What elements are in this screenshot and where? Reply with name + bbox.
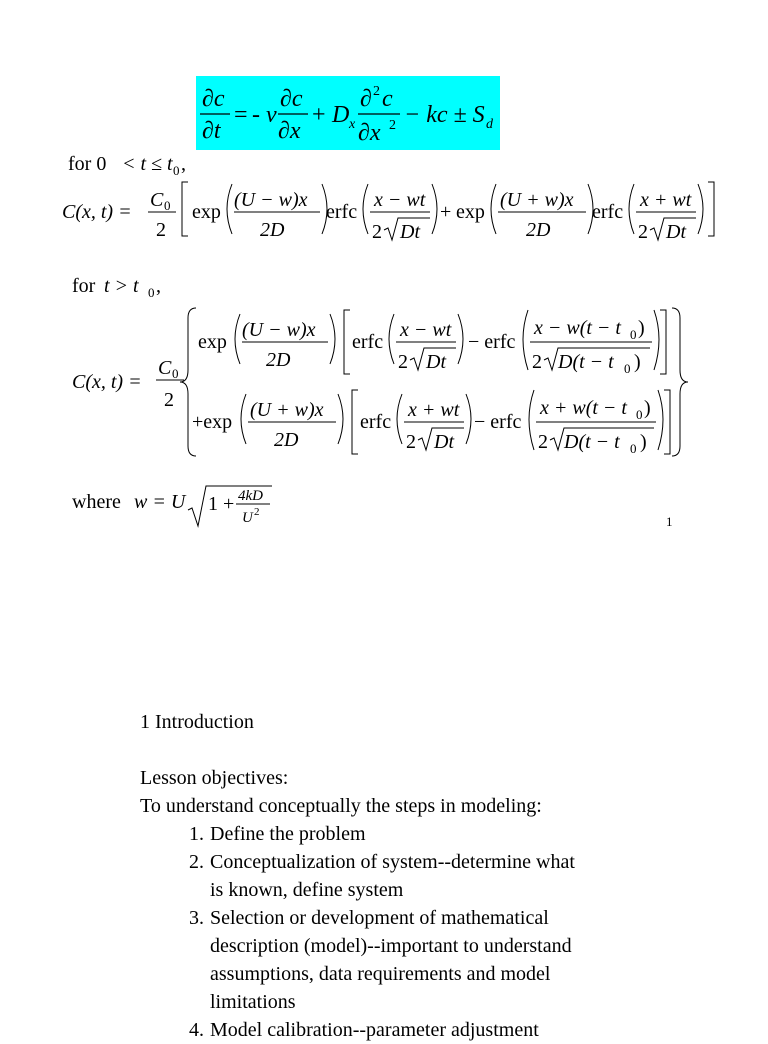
case1-erfc2-den-root: Dt (666, 221, 686, 243)
case2-row2-erfc2-den-2: 2 (538, 431, 548, 453)
case2-C0-sub: 0 (172, 366, 179, 381)
case1-condition-suffix: , (181, 153, 186, 175)
case1-erfc2: erfc (592, 201, 624, 223)
case2-two: 2 (164, 389, 174, 411)
case2-row1-erfc2-num: x − w(t − t (534, 317, 621, 339)
eq-diff-denominator: ∂x (358, 120, 381, 146)
case2-row1-erfc1-den-root: Dt (426, 351, 446, 373)
eq-diff-num-exp: 2 (373, 84, 380, 99)
case1-plus: + (440, 201, 452, 223)
eq-adv-numerator: ∂c (280, 86, 303, 112)
case1-exp2-den: 2D (526, 219, 551, 241)
case1-exp1-den: 2D (260, 219, 285, 241)
case2-lhs: C(x, t) = (72, 371, 142, 393)
list-item-text: assumptions, data requirements and model (210, 963, 551, 985)
list-item-number: 4. (189, 1019, 204, 1041)
case2-row2-erfc2-num-sub: 0 (636, 407, 643, 422)
case2-row2-erfc2-num-close: ) (644, 397, 651, 419)
case1-erfc1-den-root: Dt (400, 221, 420, 243)
where-inner-den: U (242, 510, 253, 526)
eq-neg-v: - v (252, 102, 277, 128)
where-prefix: where (72, 491, 121, 513)
case2-C0: C (158, 357, 172, 379)
case1-erfc1: erfc (326, 201, 358, 223)
governing-equation-highlight (196, 76, 500, 150)
case1-lhs: C(x, t) = (62, 201, 132, 223)
eq-diff-den-exp: 2 (389, 118, 396, 133)
list-item (168, 820, 648, 848)
case2-condition-sub: 0 (148, 285, 155, 300)
governing-equation (196, 76, 500, 150)
eq-D-subscript: x (349, 117, 356, 132)
case2-row2-erfc1-num: x + wt (408, 399, 460, 421)
eq-plus: + (312, 102, 326, 128)
list-item-number: 3. (189, 907, 204, 929)
where-one-plus: 1 + (208, 493, 235, 515)
case2-row2-erfc1: erfc (360, 411, 392, 433)
case2-row1-minus-erfc: − erfc (468, 331, 516, 353)
case1-condition-prefix: for 0 (68, 153, 107, 175)
list-item-text: limitations (210, 991, 296, 1013)
case1-exp1-num: (U − w)x (234, 189, 308, 211)
eq-lhs-numerator: ∂c (202, 86, 225, 112)
case1-exp2-num: (U + w)x (500, 189, 574, 211)
case2-row2-exp-num: (U + w)x (250, 399, 324, 421)
case2-row2-erfc2-den-sub: 0 (630, 441, 637, 456)
list-item-number: 2. (189, 851, 204, 873)
case1-erfc1-den-2: 2 (372, 221, 382, 243)
case2-row1-erfc1-num: x − wt (400, 319, 452, 341)
case1-C0: C (150, 189, 164, 211)
case1-condition: < t ≤ t (122, 153, 173, 175)
where-lhs: w = U (134, 491, 186, 513)
case2-row1-exp: exp (198, 331, 227, 353)
list-item (168, 1016, 648, 1044)
case2-row1-erfc2-num-sub: 0 (630, 327, 637, 342)
eq-diff-num-partial: ∂ (360, 86, 372, 112)
case2-condition: t > t (104, 275, 139, 297)
case2-solution (60, 270, 700, 470)
case2-condition-prefix: for (72, 275, 96, 297)
case1-condition-sub: 0 (173, 163, 180, 178)
eq-lhs-denominator: ∂t (202, 118, 221, 144)
section-heading: 1 Introduction (140, 711, 254, 733)
case1-solution (60, 150, 740, 250)
where-definition (60, 480, 320, 530)
case1-C0-sub: 0 (164, 198, 171, 213)
case2-row2-erfc2-den-root: D(t − t (564, 431, 620, 453)
case2-condition-suffix: , (156, 275, 161, 297)
list-item-text: Conceptualization of system--determine what (210, 851, 575, 873)
list-item-number: 1. (189, 823, 204, 845)
case2-row2-erfc1-den-2: 2 (406, 431, 416, 453)
case2-row1-erfc2-num-close: ) (638, 317, 645, 339)
list-item-text: Define the problem (210, 823, 366, 845)
case1-two: 2 (156, 219, 166, 241)
case2-row1-erfc2-den-2: 2 (532, 351, 542, 373)
where-inner-num: 4kD (238, 488, 263, 504)
case1-erfc2-den-2: 2 (638, 221, 648, 243)
case2-row1-erfc2-den-close: ) (634, 351, 641, 373)
list-item (168, 848, 648, 904)
list-item-text: Selection or development of mathematical (210, 907, 549, 929)
case2-row2-erfc2-num: x + w(t − t (540, 397, 627, 419)
case2-row2-exp: +exp (192, 411, 233, 433)
case2-row1-exp-num: (U − w)x (242, 319, 316, 341)
case1-exp2: exp (456, 201, 485, 223)
list-item-text: Model calibration--parameter adjustment (210, 1019, 539, 1041)
case2-row1-erfc1-den-2: 2 (398, 351, 408, 373)
objectives-label: Lesson objectives: (140, 767, 289, 789)
eq-decay-source: − kc ± S (404, 102, 485, 128)
case2-row1-exp-den: 2D (266, 349, 291, 371)
case2-row1-erfc2-den-sub: 0 (624, 361, 631, 376)
case1-erfc1-num: x − wt (374, 189, 426, 211)
case1-erfc2-num: x + wt (640, 189, 692, 211)
case1-exp1: exp (192, 201, 221, 223)
list-item-text: is known, define system (210, 879, 404, 901)
eq-D: D (332, 102, 350, 128)
list-item (168, 904, 648, 1016)
eq-source-subscript: d (486, 117, 493, 132)
case2-row2-erfc1-den-root: Dt (434, 431, 454, 453)
case2-row2-minus-erfc: − erfc (474, 411, 522, 433)
case2-row1-erfc2-den-root: D(t − t (558, 351, 614, 373)
case2-row2-erfc2-den-close: ) (640, 431, 647, 453)
where-inner-den-exp: 2 (254, 506, 260, 518)
objectives-intro: To understand conceptually the steps in modeling: (140, 795, 542, 817)
page-number: 1 (666, 514, 673, 529)
list-item-text: description (model)--important to understand (210, 935, 572, 957)
eq-equals: = (234, 102, 248, 128)
eq-adv-denominator: ∂x (278, 118, 301, 144)
case2-row2-exp-den: 2D (274, 429, 299, 451)
eq-diff-num-c: c (382, 86, 393, 112)
case2-row1-erfc1: erfc (352, 331, 384, 353)
